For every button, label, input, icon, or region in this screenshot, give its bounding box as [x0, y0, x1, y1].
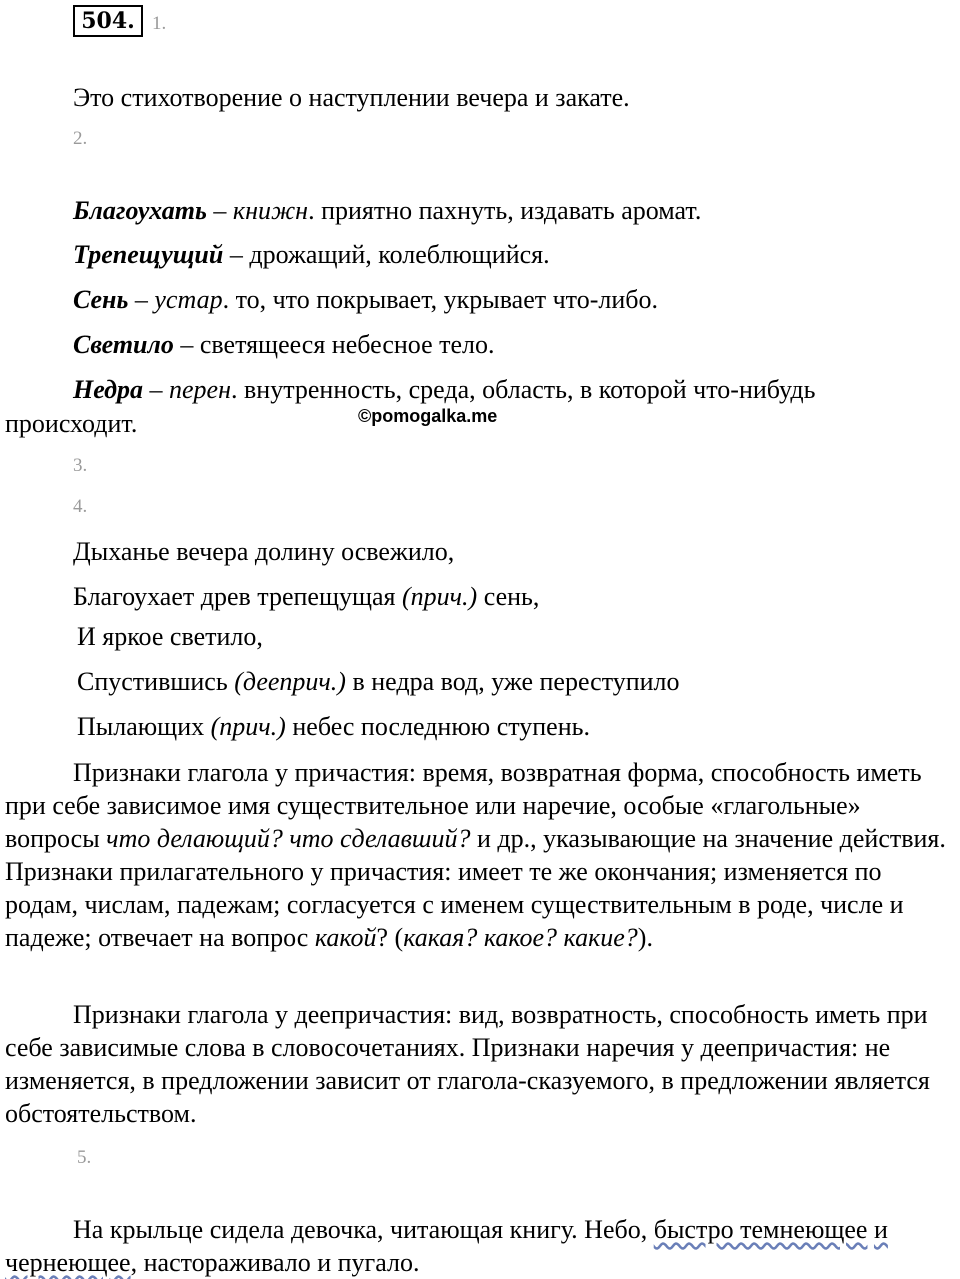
step-2-label: 2.	[73, 128, 88, 149]
definition-term: Сень	[73, 285, 129, 314]
definition-1: Благоухать – книжн. приятно пахнуть, издавать аромат.	[73, 196, 702, 225]
poem-line-4: Спустившись (дееприч.) в недра вод, уже переступило	[77, 667, 680, 696]
definition-term: Благоухать	[73, 196, 207, 225]
poem-line-3: И яркое светило,	[77, 622, 263, 651]
definition-2: Трепещущий – дрожащий, колеблющийся.	[73, 240, 550, 269]
underlined-phrase: быстро темнеющее	[653, 1215, 868, 1244]
definition-3: Сень – устар. то, что покрывает, укрывает что-либо.	[73, 285, 658, 314]
poem-line-5: Пылающих (прич.) небес последнюю ступень.	[77, 712, 590, 741]
poem-line-1: Дыханье вечера долину освежило,	[73, 537, 455, 566]
definition-5-continuation: происходит.	[5, 409, 138, 438]
poem-line-2: Благоухает древ трепещущая (прич.) сень,	[73, 582, 540, 611]
section5-text: На крыльце сидела девочка, читающая книгу. Небо, быстро темнеющее и чернеющее, настораживало и пугало.	[5, 1215, 888, 1277]
definition-5: Недра – перен. внутренность, среда, область, в которой что-нибудь	[73, 375, 816, 404]
step-1-label: 1.	[152, 13, 167, 34]
step-5-label: 5.	[77, 1147, 92, 1168]
gerund-features-paragraph: Признаки глагола у деепричастия: вид, возвратность, способность иметь при себе зависимые слова в словосочетаниях. Признаки наречия у деепричастия: не изменяется, в предложении зависит от глагола-сказуемого, в предложении является обстоятельством.	[5, 1000, 930, 1128]
underlined-phrase: и чернеющее	[5, 1215, 888, 1277]
definition-4: Светило – светящееся небесное тело.	[73, 330, 495, 359]
exercise-number: 504.	[81, 8, 135, 34]
watermark: ©pomogalka.me	[358, 406, 498, 426]
step-3-label: 3.	[73, 455, 88, 476]
exercise-number-box	[73, 5, 143, 37]
definition-term: Светило	[73, 330, 174, 359]
step-4-label: 4.	[73, 496, 88, 517]
definition-term: Трепещущий	[73, 240, 224, 269]
participle-features-paragraph: Признаки глагола у причастия: время, возвратная форма, способность иметь при себе зависимое имя существительное или наречие, особые «глагольные» вопросы что делающий? что сделавший? и др., указывающие на значение действия. Признаки прилагательного у причастия: имеет те же окончания; изменяется по родам, числам, падежам; согласуется с именем существительным в роде, числе и падеже; отвечает на вопрос какой? (какая? какое? какие?).	[5, 758, 946, 952]
section1-text: Это стихотворение о наступлении вечера и закате.	[73, 83, 630, 112]
definition-term: Недра	[73, 375, 144, 404]
